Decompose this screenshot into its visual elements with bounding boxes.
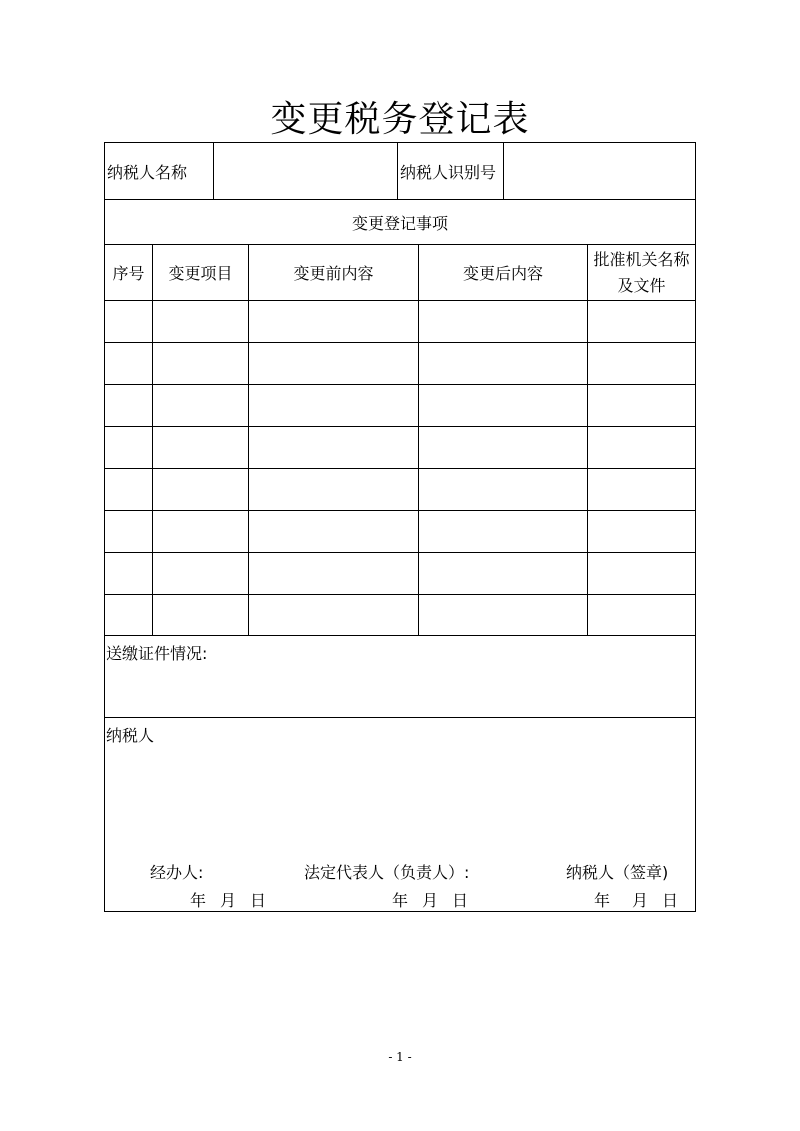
cell-seq[interactable] xyxy=(105,385,152,426)
cell-seq[interactable] xyxy=(105,595,152,636)
cell-item[interactable] xyxy=(153,301,248,342)
taxpayer-seal-label: 纳税人（签章) xyxy=(566,863,669,882)
approval-header-line1: 批准机关名称 xyxy=(593,249,690,269)
column-header-seq: 序号 xyxy=(112,264,145,283)
cell-seq[interactable] xyxy=(105,343,152,384)
cell-approval[interactable] xyxy=(588,469,695,510)
cell-item[interactable] xyxy=(153,469,248,510)
cell-seq[interactable] xyxy=(105,427,152,468)
submitted-docs-label: 送缴证件情况: xyxy=(106,644,208,663)
taxpayer-id-label: 纳税人识别号 xyxy=(400,162,497,182)
cell-item[interactable] xyxy=(153,511,248,552)
submitted-docs-section[interactable] xyxy=(106,641,694,715)
cell-after[interactable] xyxy=(419,511,587,552)
cell-approval[interactable] xyxy=(588,343,695,384)
cell-approval[interactable] xyxy=(588,511,695,552)
cell-after[interactable] xyxy=(419,595,587,636)
handler-label: 经办人: xyxy=(150,863,204,882)
cell-after[interactable] xyxy=(419,427,587,468)
legal-rep-date-month: 月 xyxy=(422,891,439,910)
taxpayer-id-field[interactable] xyxy=(504,143,695,199)
cell-before[interactable] xyxy=(249,595,418,636)
cell-after[interactable] xyxy=(419,469,587,510)
cell-before[interactable] xyxy=(249,301,418,342)
cell-seq[interactable] xyxy=(105,469,152,510)
taxpayer-name-label: 纳税人名称 xyxy=(107,162,188,182)
cell-after[interactable] xyxy=(419,553,587,594)
cell-before[interactable] xyxy=(249,343,418,384)
taxpayer-date-day: 日 xyxy=(662,891,679,910)
cell-before[interactable] xyxy=(249,511,418,552)
legal-rep-date-year: 年 xyxy=(392,891,409,910)
cell-after[interactable] xyxy=(419,343,587,384)
column-header-approval xyxy=(588,245,695,300)
cell-approval[interactable] xyxy=(588,385,695,426)
cell-seq[interactable] xyxy=(105,301,152,342)
handler-date-year: 年 xyxy=(190,891,207,910)
taxpayer-date-month: 月 xyxy=(632,891,649,910)
cell-before[interactable] xyxy=(249,553,418,594)
legal-rep-date-day: 日 xyxy=(452,891,469,910)
approval-header-line2: 及文件 xyxy=(617,275,666,295)
cell-before[interactable] xyxy=(249,385,418,426)
cell-item[interactable] xyxy=(153,343,248,384)
taxpayer-section-label: 纳税人 xyxy=(106,726,155,745)
column-header-before: 变更前内容 xyxy=(293,264,374,283)
cell-before[interactable] xyxy=(249,427,418,468)
taxpayer-date-year: 年 xyxy=(594,891,611,910)
handler-date-day: 日 xyxy=(250,891,267,910)
column-header-after: 变更后内容 xyxy=(462,264,543,283)
page-number: - 1 - xyxy=(388,1050,412,1064)
legal-rep-label: 法定代表人（负责人）: xyxy=(304,863,470,882)
column-header-item: 变更项目 xyxy=(168,264,233,283)
cell-after[interactable] xyxy=(419,301,587,342)
cell-before[interactable] xyxy=(249,469,418,510)
section-header: 变更登记事项 xyxy=(351,213,448,233)
cell-approval[interactable] xyxy=(588,427,695,468)
cell-approval[interactable] xyxy=(588,553,695,594)
cell-seq[interactable] xyxy=(105,553,152,594)
cell-item[interactable] xyxy=(153,595,248,636)
cell-approval[interactable] xyxy=(588,301,695,342)
page-title: 变更税务登记表 xyxy=(270,99,530,140)
handler-date-month: 月 xyxy=(220,891,237,910)
cell-item[interactable] xyxy=(153,553,248,594)
cell-seq[interactable] xyxy=(105,511,152,552)
cell-after[interactable] xyxy=(419,385,587,426)
cell-item[interactable] xyxy=(153,427,248,468)
taxpayer-name-field[interactable] xyxy=(214,143,397,199)
cell-item[interactable] xyxy=(153,385,248,426)
cell-approval[interactable] xyxy=(588,595,695,636)
